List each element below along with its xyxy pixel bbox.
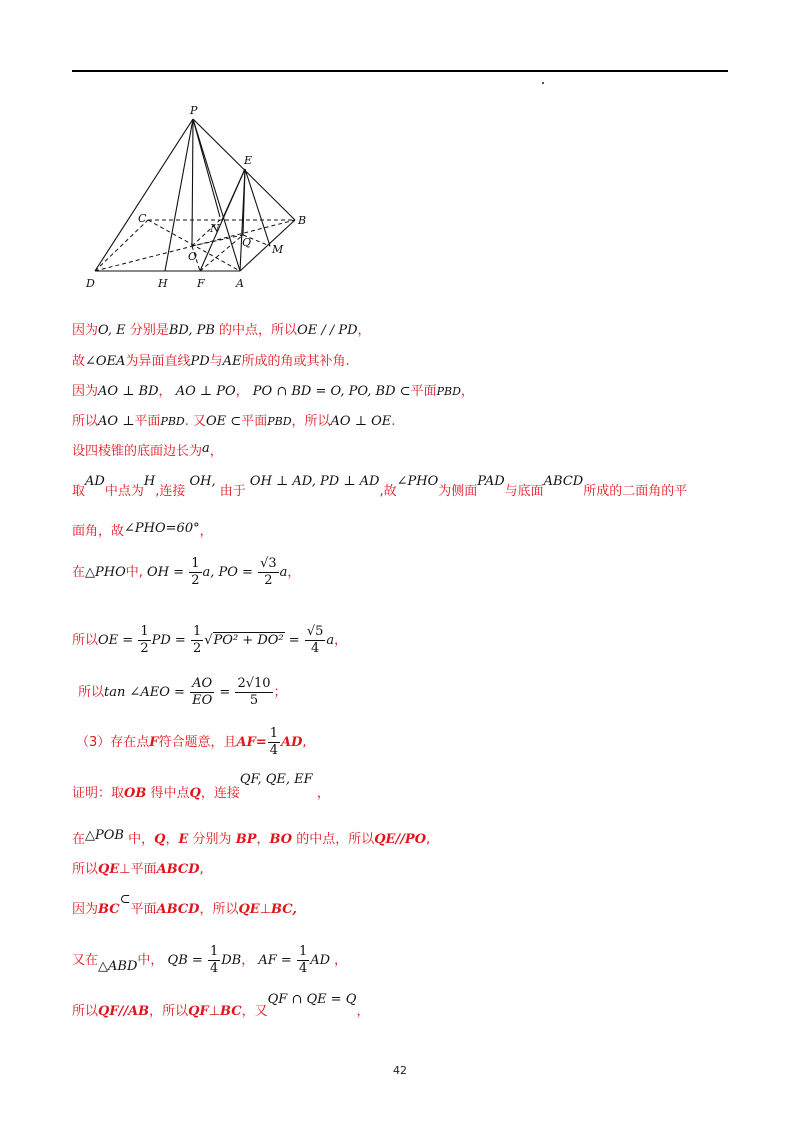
- label-F: F: [197, 277, 205, 290]
- solution-line-11: （3）存在点F符合题意，且AF= $\frac{1}{4}$ AD,: [76, 726, 307, 758]
- solution-line-10: 所以tan ∠AEO = $\frac{AO}{EO}$ = $\frac{2√10}{5}$ ；: [78, 676, 287, 708]
- label-M: M: [272, 243, 284, 256]
- label-Q: Q: [242, 236, 252, 249]
- label-B: B: [298, 214, 307, 227]
- solution-line-12: 证明：取OB 得中点Q，连接QF, QE, EF ，: [72, 772, 330, 801]
- label-P: P: [190, 104, 198, 117]
- label-H: H: [158, 277, 168, 290]
- page-number: 42: [393, 1064, 407, 1077]
- solution-line-16: 又在△ABD中， QB = $\frac{1}{4}$ DB， AF = $\frac{1}{4}$ AD ，: [72, 944, 348, 976]
- fraction: $\frac{1}{4}$: [298, 944, 308, 976]
- solution-line-7: 面角，故∠PHO=60°，: [72, 521, 213, 539]
- fraction: $\frac{2√10}{5}$: [237, 676, 271, 708]
- solution-line-3: 因为AO ⊥ BD， AO ⊥ PO， PO ∩ BD = O, PO, BD ⊂平面PBD，: [72, 384, 474, 399]
- header-dot: [542, 82, 544, 84]
- fraction: $\frac{1}{2}$: [192, 624, 202, 656]
- label-D: D: [86, 277, 95, 290]
- solution-line-8: 在△PHO中, OH = $\frac{1}{2}$ a, PO = $\frac{√3}{2}$ a，: [72, 556, 301, 588]
- fraction: $\frac{√3}{2}$: [260, 556, 277, 588]
- solution-line-2: 故∠OEA为异面直线PD与AE所成的角或其补角.: [72, 354, 350, 369]
- solution-line-14: 所以QE⊥平面ABCD,: [72, 862, 204, 877]
- solution-line-17: 所以QF//AB，所以QF⊥BC，又QF ∩ QE = Q，: [72, 992, 370, 1019]
- fraction: $\frac{√5}{4}$: [306, 624, 324, 656]
- label-N: N: [210, 222, 220, 235]
- solution-line-15: 因为BC⊂平面ABCD，所以QE⊥BC,: [72, 892, 297, 917]
- pyramid-figure: [80, 100, 320, 295]
- label-E: E: [244, 154, 253, 167]
- solution-line-5: 设四棱锥的底面边长为a，: [72, 441, 223, 459]
- solution-line-9: 所以OE = $\frac{1}{2}$ PD = $\frac{1}{2}$ √PO² + DO² = $\frac{√5}{4}$ a，: [72, 624, 348, 656]
- solution-line-4: 所以AO ⊥平面PBD. 又OE ⊂平面PBD，所以AO ⊥ OE.: [72, 414, 396, 429]
- fraction: $\frac{1}{2}$: [191, 556, 200, 588]
- label-C: C: [138, 212, 147, 225]
- fraction: $\frac{1}{4}$: [269, 726, 279, 758]
- label-A: A: [236, 277, 244, 290]
- solution-line-13: 在△POB 中，Q，E 分别为 BP，BO 的中点，所以QE//PO,: [72, 828, 431, 847]
- header-rule: [72, 70, 728, 72]
- fraction: $\frac{1}{4}$: [209, 944, 219, 976]
- solution-line-6: 取AD中点为H,连接 OH, 由于 OH ⊥ AD, PD ⊥ AD,故∠PHO为侧面PAD与底面ABCD所成的二面角的平: [72, 474, 688, 499]
- label-O: O: [188, 250, 198, 263]
- fraction: $\frac{1}{2}$: [140, 624, 149, 656]
- fraction: $\frac{AO}{EO}$: [192, 676, 213, 708]
- solution-line-1: 因为O, E 分别是BD, PB 的中点，所以OE / / PD，: [72, 323, 371, 338]
